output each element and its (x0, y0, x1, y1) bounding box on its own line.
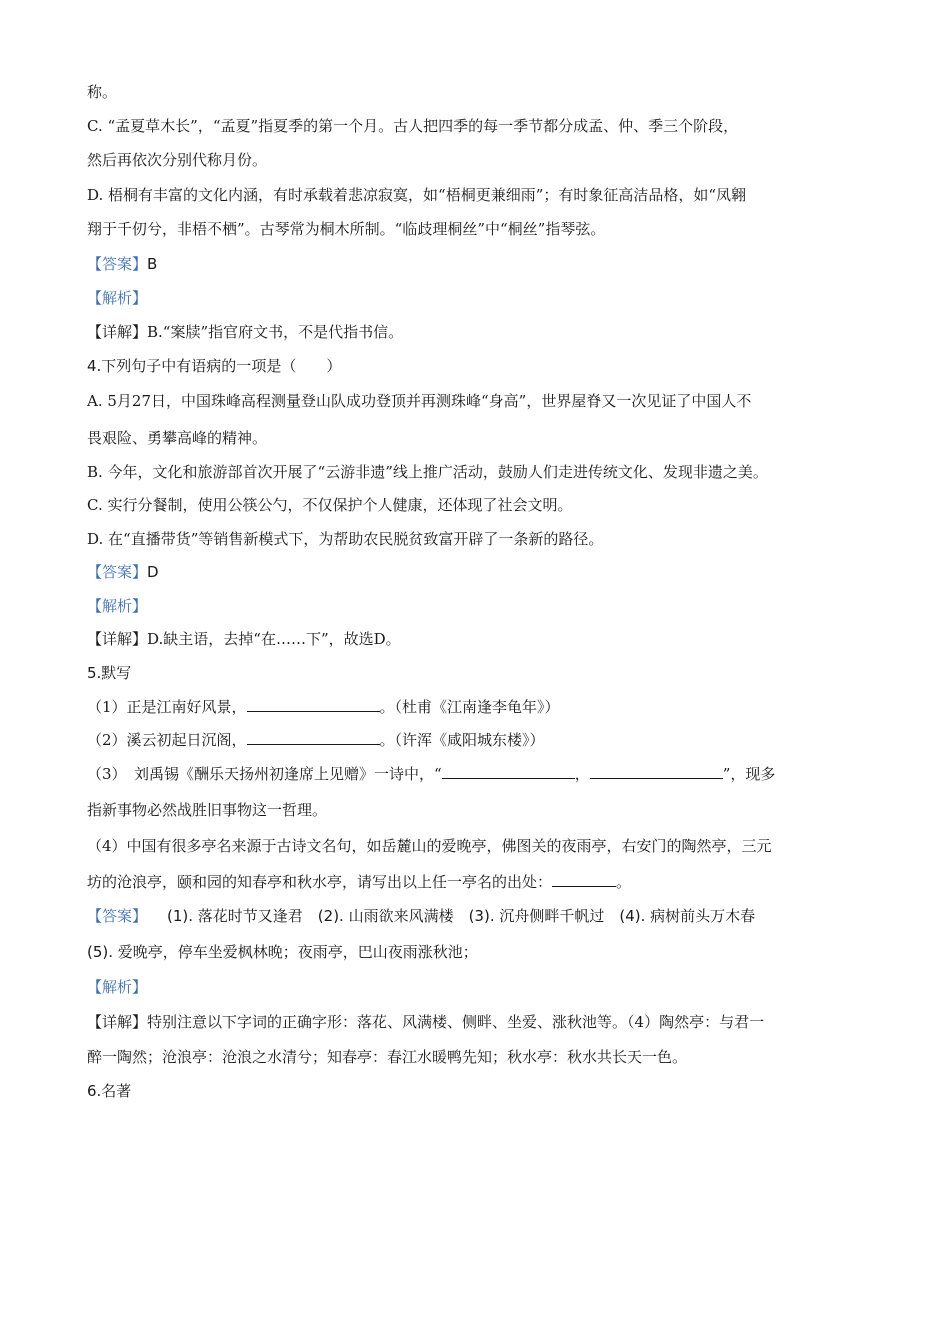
q5-answer-line2: (5). 爱晚亭，停车坐爱枫林晚；夜雨亭，巴山夜雨涨秋池； (87, 943, 478, 961)
answer-tag: 【答案】 (87, 255, 148, 273)
q5-analysis-tag: 【解析】 (87, 978, 148, 996)
q4-option-b: B. 今年，文化和旅游部首次开展了“云游非遗”线上推广活动，鼓励人们走进传统文化、发现非遗之美。 (87, 463, 768, 481)
blank-line[interactable] (590, 764, 723, 779)
q5-item-1-source: 。（杜甫《江南逢李龟年》） (379, 698, 560, 716)
q4-answer (87, 562, 159, 582)
q3-detail (87, 322, 403, 342)
answer-value: B (147, 255, 158, 273)
q6-title: 6.名著 (87, 1082, 132, 1100)
answer-value: D (147, 563, 159, 581)
q4-analysis-tag: 【解析】 (87, 597, 148, 615)
q5-detail-line2: 醉一陶然；沧浪亭：沧浪之水清兮；知春亭：春江水暖鸭先知；秋水亭：秋水共长天一色。 (87, 1048, 688, 1066)
detail-tag: 【详解】 (87, 630, 148, 648)
detail-tag: 【详解】 (87, 1013, 148, 1031)
q5-item-1 (87, 697, 560, 717)
q5-item-3-text: （3） 刘禹锡《酬乐天扬州初逢席上见赠》一诗中，“ (87, 765, 442, 783)
q5-title: 5.默写 (87, 664, 132, 682)
detail-text: 特别注意以下字词的正确字形：落花、风满楼、侧畔、坐爱、涨秋池等。（4）陶然亭：与君一 (147, 1013, 765, 1031)
q3-option-d-line2: 翔于千仞兮，非梧不栖”。古琴常为桐木所制。“临歧理桐丝”中“桐丝”指琴弦。 (87, 220, 606, 238)
blank-line[interactable] (247, 730, 380, 745)
q5-item-4-line2 (87, 872, 631, 892)
q5-item-2-source: 。（许浑《咸阳城东楼》） (379, 731, 545, 749)
q5-item-3-tail: ”，现多 (722, 765, 776, 783)
q5-item-3-line2: 指新事物必然战胜旧事物这一哲理。 (87, 801, 328, 819)
q4-option-c: C. 实行分餐制，使用公筷公勺，不仅保护个人健康，还体现了社会文明。 (87, 496, 573, 514)
q3-option-c-line1: C. “孟夏草木长”，“孟夏”指夏季的第一个月。古人把四季的每一季节都分成孟、仲、季三个阶段， (87, 117, 739, 135)
answer-tag: 【答案】 (87, 907, 148, 925)
detail-tag: 【详解】 (87, 323, 148, 341)
q4-option-d: D. 在“直播带货”等销售新模式下，为帮助农民脱贫致富开辟了一条新的路径。 (87, 530, 604, 548)
q5-item-1-text: （1）正是江南好风景， (87, 698, 247, 716)
q5-item-4-text: 坊的沧浪亭，颐和园的知春亭和秋水亭，请写出以上任一亭名的出处： (87, 873, 553, 891)
q5-item-2-text: （2）溪云初起日沉阁， (87, 731, 247, 749)
q3-analysis-tag: 【解析】 (87, 289, 148, 307)
q5-detail-line1 (87, 1012, 764, 1032)
q3-answer (87, 254, 157, 274)
detail-text: D.缺主语，去掉“在……下”，故选D。 (147, 630, 401, 648)
q5-item-3-comma: ， (574, 765, 590, 783)
q5-item-4-line1: （4）中国有很多亭名来源于古诗文名句，如岳麓山的爱晚亭，佛图关的夜雨亭，右安门的陶然亭，三元 (87, 837, 772, 855)
q4-title: 4.下列句子中有语病的一项是（ ） (87, 357, 342, 375)
detail-text: B.“案牍”指官府文书，不是代指书信。 (147, 323, 404, 341)
q3-tail: 称。 (87, 83, 118, 101)
blank-line[interactable] (442, 764, 575, 779)
q4-detail (87, 629, 401, 649)
q5-item-4-end: 。 (616, 873, 632, 891)
q5-item-3 (87, 764, 775, 784)
q3-option-d-line1: D. 梧桐有丰富的文化内涵，有时承载着悲凉寂寞，如“梧桐更兼细雨”；有时象征高洁品格，如“凤翱 (87, 186, 747, 204)
q5-item-2 (87, 730, 545, 750)
answer-tag: 【答案】 (87, 563, 148, 581)
blank-line[interactable] (247, 697, 380, 712)
answer-value: (1). 落花时节又逢君 (2). 山雨欲来风满楼 (3). 沉舟侧畔千帆过 (4). 病树前头万木春 (167, 907, 756, 925)
q3-option-c-line2: 然后再依次分别代称月份。 (87, 151, 268, 169)
q5-answer-line1 (87, 906, 755, 926)
q4-option-a-line1: A. 5月27日，中国珠峰高程测量登山队成功登顶并再测珠峰“身高”，世界屋脊又一次见证了中国人不 (87, 392, 752, 410)
q4-option-a-line2: 畏艰险、勇攀高峰的精神。 (87, 429, 268, 447)
blank-line[interactable] (552, 872, 616, 887)
